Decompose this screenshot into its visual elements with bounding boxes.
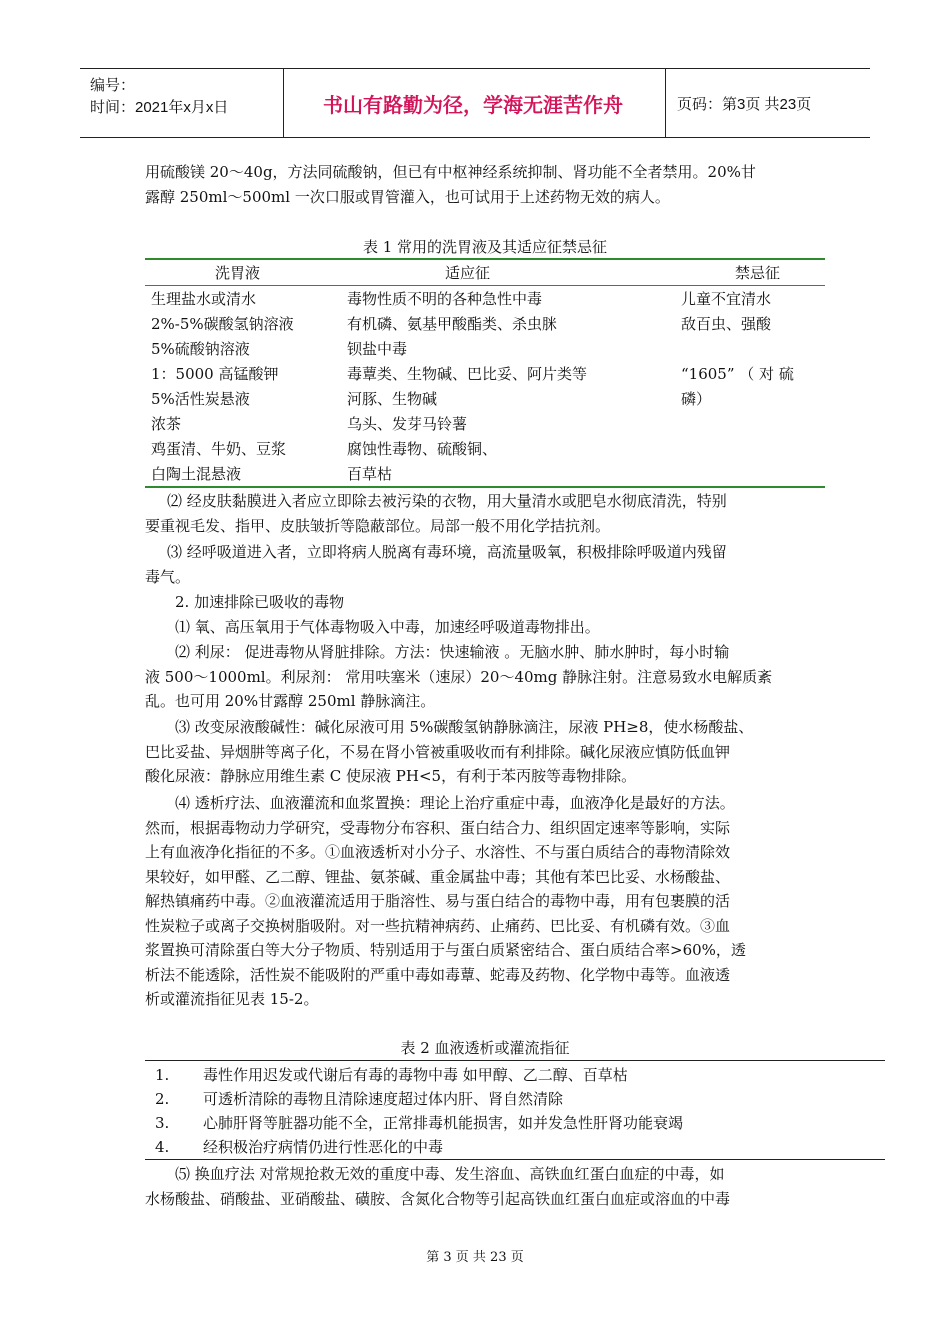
table-row (145, 312, 825, 337)
paragraph-respiratory (145, 540, 809, 589)
table-cell: 河豚、生物碱 (347, 390, 438, 408)
table-cell: 心肺肝肾等脏器功能不全，正常排毒机能损害，如并发急性肝肾功能衰竭 (203, 1114, 684, 1132)
table-cell: 百草枯 (347, 465, 393, 483)
text-line: 液 500～1000ml。利尿剂： 常用呋塞米（速尿）20～40mg 静脉注射。注意易致水电解质紊 (145, 667, 773, 686)
text-line: 析法不能透除，活性炭不能吸附的严重中毒如毒蕈、蛇毒及药物、化学物中毒等。血液透 (145, 965, 731, 984)
table-row (145, 337, 825, 362)
table1-header-cell: 洗胃液 (215, 264, 261, 282)
table1-header-cell: 适应征 (445, 264, 491, 282)
section-title (145, 590, 809, 615)
text-line: ⑸ 换血疗法 对常规抢救无效的重度中毒、发生溶血、高铁血红蛋白血症的中毒，如 (175, 1165, 725, 1183)
paragraph-dialysis (145, 791, 809, 1012)
text-line: 乱。也可用 20%甘露醇 250ml 静脉滴注。 (145, 692, 436, 710)
paragraph-skin (145, 489, 809, 538)
table-cell: 乌头、发芽马铃薯 (347, 415, 468, 433)
paragraph-exchange (145, 1162, 809, 1211)
text-line: ⑶ 改变尿液酸碱性：碱化尿液可用 5%碳酸氢钠静脉滴注，尿液 PH≥8，使水杨酸盐、 (175, 718, 754, 736)
table-cell: 可透析清除的毒物且清除速度超过体内肝、肾自然清除 (203, 1090, 564, 1108)
table-row (145, 287, 825, 312)
table-row (145, 1111, 825, 1135)
table-cell: 腐蚀性毒物、硫酸铜、 (347, 440, 498, 458)
table1-top-rule (145, 258, 825, 260)
table-cell: 经积极治疗病情仍进行性恶化的中毒 (203, 1138, 444, 1156)
table-row (145, 1135, 825, 1159)
table2-top-rule (145, 1060, 885, 1061)
text-line: 水杨酸盐、硝酸盐、亚硝酸盐、磺胺、含氮化合物等引起高铁血红蛋白血症或溶血的中毒 (145, 1189, 731, 1208)
table-cell: 浓茶 (151, 415, 182, 433)
text-line: 然而，根据毒物动力学研究，受毒物分布容积、蛋白结合力、组织固定速率等影响，实际 (145, 818, 731, 837)
table-cell: 1. (155, 1066, 170, 1084)
text-line: 毒气。 (145, 567, 191, 586)
table-cell: 鸡蛋清、牛奶、豆浆 (151, 440, 287, 458)
table-cell: 毒蕈类、生物碱、巴比妥、阿片类等 (347, 365, 588, 383)
table-cell: 有机磷、氨基甲酸酯类、杀虫脒 (347, 315, 558, 333)
text-line: ⑵ 利尿： 促进毒物从肾脏排除。方法：快速输液 。无脑水肿、肺水肿时，每小时输 (175, 643, 730, 661)
table1-header-row (145, 261, 825, 286)
table1-bottom-rule (145, 486, 825, 488)
table-row (145, 462, 825, 487)
table-cell: 儿童不宜清水 (681, 290, 772, 308)
table-row (145, 362, 825, 387)
table-row (145, 1087, 825, 1111)
number-label: 编号： (90, 77, 136, 94)
table1-header-rule (145, 285, 825, 286)
table-row (145, 437, 825, 462)
page-info: 页码：第3页 共23页 (677, 95, 812, 113)
text-line: 解热镇痛药中毒。②血液灌流适用于脂溶性、易与蛋白结合的毒物中毒，用有包裹膜的活 (145, 892, 731, 910)
paragraph-diuresis (145, 640, 809, 714)
table-cell: 生理盐水或清水 (151, 290, 257, 308)
table-row (145, 1063, 825, 1087)
text-line: 2. 加速排除已吸收的毒物 (175, 593, 345, 611)
text-line: ⑶ 经呼吸道进入者，立即将病人脱离有毒环境，高流量吸氧，积极排除呼吸道内残留 (167, 543, 727, 561)
table-row (145, 412, 825, 437)
table-cell: 5%硫酸钠溶液 (151, 340, 250, 358)
text-line: ⑴ 氧、高压氧用于气体毒物吸入中毒，加速经呼吸道毒物排出。 (175, 618, 600, 636)
text-line: 要重视毛发、指甲、皮肤皱折等隐蔽部位。局部一般不用化学拮抗剂。 (145, 516, 611, 535)
text-line: 巴比妥盐、异烟肼等离子化，不易在肾小管被重吸收而有利排除。碱化尿液应慎防低血钾 (145, 742, 731, 761)
table-cell: 2. (155, 1090, 170, 1108)
paragraph-urine-ph (145, 715, 809, 789)
text-line: ⑵ 经皮肤黏膜进入者应立即除去被污染的衣物，用大量清水或肥皂水彻底清洗，特别 (167, 492, 727, 510)
text-line: 果较好，如甲醛、乙二醇、锂盐、氨茶碱、重金属盐中毒；其他有苯巴比妥、水杨酸盐、 (145, 867, 731, 886)
table-cell: 毒性作用迟发或代谢后有毒的毒物中毒 如甲醇、乙二醇、百草枯 (203, 1066, 628, 1084)
table-cell: 磷） (681, 390, 712, 408)
table-cell: “1605” （ 对 硫 (681, 365, 794, 383)
intro-paragraph (145, 160, 809, 209)
table-cell: 敌百虫、强酸 (681, 315, 772, 333)
table-cell: 5%活性炭悬液 (151, 390, 250, 408)
motto: 书山有路勤为径，学海无涯苦作舟 (323, 92, 623, 117)
page-header (80, 68, 870, 138)
header-meta (90, 75, 228, 119)
table-cell: 4. (155, 1138, 170, 1156)
table2-caption: 表 2 血液透析或灌流指征 (400, 1039, 570, 1057)
paragraph-oxygen (145, 615, 809, 640)
text-line: 用硫酸镁 20～40g，方法同硫酸钠，但已有中枢神经系统抑制、肾功能不全者禁用。20%甘 (145, 163, 756, 181)
text-line: 露醇 250ml～500ml 一次口服或胃管灌入，也可试用于上述药物无效的病人。 (145, 187, 670, 206)
table-row (145, 387, 825, 412)
text-line: ⑷ 透析疗法、血液灌流和血浆置换：理论上治疗重症中毒，血液净化是最好的方法。 (175, 794, 735, 812)
page-footer: 第 3 页 共 23 页 (426, 1250, 524, 1265)
table-cell: 白陶土混悬液 (151, 465, 242, 483)
table-cell: 2%-5%碳酸氢钠溶液 (151, 315, 294, 333)
text-line: 浆置换可清除蛋白等大分子物质、特别适用于与蛋白质紧密结合、蛋白质结合率>60%，透 (145, 941, 746, 959)
table-cell: 1：5000 高锰酸钾 (151, 365, 279, 383)
table-cell: 3. (155, 1114, 170, 1132)
table2-bottom-rule (145, 1159, 885, 1160)
table-cell: 毒物性质不明的各种急性中毒 (347, 290, 543, 308)
text-line: 析或灌流指征见表 15-2。 (145, 990, 319, 1008)
table1-header-cell: 禁忌征 (735, 264, 781, 282)
text-line: 上有血液净化指征的不多。①血液透析对小分子、水溶性、不与蛋白质结合的毒物清除效 (145, 843, 731, 861)
table1-caption: 表 1 常用的洗胃液及其适应征禁忌征 (362, 238, 608, 256)
table-cell: 钡盐中毒 (347, 340, 408, 358)
time-label: 时间：2021年x月x日 (90, 99, 229, 116)
text-line: 性炭粒子或离子交换树脂吸附。对一些抗精神病药、止痛药、巴比妥、有机磷有效。③血 (145, 916, 731, 935)
text-line: 酸化尿液：静脉应用维生素 C 使尿液 PH<5，有利于苯丙胺等毒物排除。 (145, 767, 637, 785)
